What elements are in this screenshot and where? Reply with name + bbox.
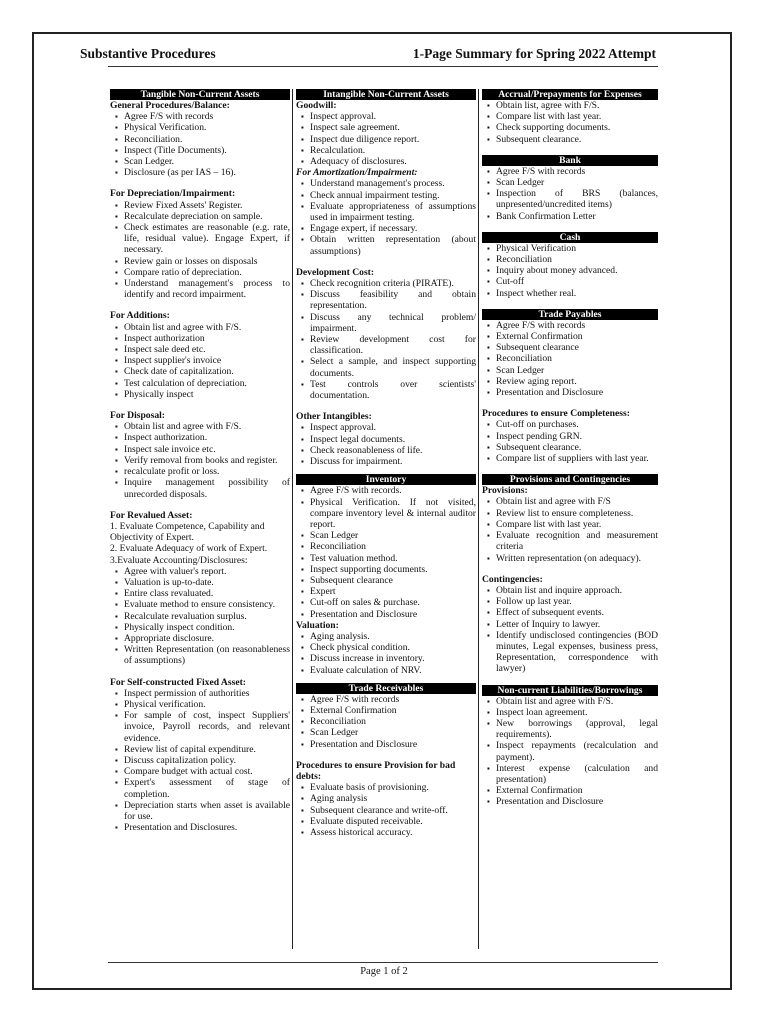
list	[296, 278, 476, 401]
list	[482, 696, 658, 808]
numbered-line: 2. Evaluate Adequacy of work of Expert.	[110, 543, 268, 555]
list-item: ▪ Cut-off	[496, 276, 658, 287]
list-item: ▪ Expert's assessment of stage of completion.	[124, 777, 290, 799]
list	[482, 496, 658, 563]
list-item: ▪ Presentation and Disclosure	[310, 739, 476, 750]
list-item: ▪ Scan Ledger.	[124, 156, 290, 167]
list-item: ▪ Physical Verification. If not visited, compare inventory level & internal auditor report.	[310, 497, 476, 531]
list	[110, 688, 290, 834]
list-item: ▪ Inspect sale agreement.	[310, 122, 476, 133]
list-item: ▪ Obtain list and inquire approach.	[496, 585, 658, 596]
list-item: ▪ Discuss increase in inventory.	[310, 653, 476, 664]
list	[482, 100, 658, 145]
list-item: ▪ Recalculation.	[310, 145, 476, 156]
subheading: Procedures to ensure Provision for bad debts:	[296, 759, 456, 782]
list-item: ▪ Obtain list and agree with F/S	[496, 496, 658, 507]
column-current	[482, 89, 658, 949]
list-item: ▪ Test valuation method.	[310, 553, 476, 564]
list-item: ▪ Evaluate method to ensure consistency.	[124, 599, 290, 610]
list-item: ▪ Review aging report.	[496, 376, 658, 387]
list-item: ▪ Subsequent clearance	[496, 342, 658, 353]
list-item: ▪ Bank Confirmation Letter	[496, 211, 658, 222]
list-item: ▪ Identify undisclosed contingencies (BOD minutes, Legal expenses, business press, Representation, correspondence with lawyer)	[496, 630, 658, 675]
content-columns	[110, 89, 658, 949]
list-item: ▪ Inspect permission of authorities	[124, 688, 290, 699]
list	[296, 178, 476, 256]
list-item: ▪ Physically inspect	[124, 389, 290, 400]
footer-rule	[108, 962, 658, 963]
list-item: ▪ Inquiry about money advanced.	[496, 265, 658, 276]
list-item: ▪ Letter of Inquiry to lawyer.	[496, 619, 658, 630]
list	[296, 782, 476, 838]
list-item: ▪ Presentation and Disclosure	[496, 387, 658, 398]
list-item: ▪ External Confirmation	[496, 785, 658, 796]
header-subtitle: 1-Page Summary for Spring 2022 Attempt	[412, 46, 656, 61]
list-item: ▪ Reconciliation.	[124, 134, 290, 145]
list-item: ▪ Test controls over scientists' documentation.	[310, 379, 476, 401]
list-item: ▪ Discuss feasibility and obtain representation.	[310, 289, 476, 311]
list-item: ▪ Inspect approval.	[310, 422, 476, 433]
list-item: ▪ Subsequent clearance.	[496, 442, 658, 453]
list	[110, 566, 290, 667]
list-item: ▪ Evaluate recognition and measurement criteria	[496, 530, 658, 552]
list	[482, 243, 658, 299]
list	[110, 200, 290, 301]
list-item: ▪ Physical verification.	[124, 699, 290, 710]
subheading: Development Cost:	[296, 266, 375, 278]
list-item: ▪ Discuss any technical problem/ impairment.	[310, 312, 476, 334]
list-item: ▪ Physical Verification	[496, 243, 658, 254]
list-item: ▪ Inquire management possibility of unrecorded disposals.	[124, 477, 290, 499]
subheading: Other Intangibles:	[296, 411, 372, 423]
list-item: ▪ Adequacy of disclosures.	[310, 156, 476, 167]
list-item: ▪ Agree F/S with records.	[310, 485, 476, 496]
list-item: ▪ Scan Ledger	[310, 530, 476, 541]
subheading: General Procedures/Balance:	[110, 100, 230, 111]
section-title: Tangible Non-Current Assets	[110, 89, 290, 100]
list-item: ▪ Subsequent clearance	[310, 575, 476, 586]
list-item: ▪ Inspect authorization.	[124, 432, 290, 443]
list	[482, 166, 658, 222]
numbered-lines	[110, 521, 290, 566]
list-item: ▪ Evaluate appropriateness of assumptions used in impairment testing.	[310, 201, 476, 223]
list	[296, 694, 476, 750]
list-item: ▪ Verify removal from books and register.	[124, 455, 290, 466]
section-title: Provisions and Contingencies	[482, 474, 658, 485]
list-item: ▪ Check supporting documents.	[496, 122, 658, 133]
list-item: ▪ Written Representation (on reasonableness of assumptions)	[124, 644, 290, 666]
page-number: Page 1 of 2	[360, 966, 408, 977]
subheading: Contingencies:	[482, 573, 543, 585]
list	[110, 421, 290, 499]
list-item: ▪ Inspect whether real.	[496, 288, 658, 299]
list-item: ▪ Review list to ensure completeness.	[496, 508, 658, 519]
list-item: ▪ Inspect supporting documents.	[310, 564, 476, 575]
list-item: ▪ Compare ratio of depreciation.	[124, 267, 290, 278]
list	[482, 419, 658, 464]
list-item: ▪ Follow up last year.	[496, 596, 658, 607]
section-title: Non-current Liabilities/Borrowings	[482, 685, 658, 696]
subheading: For Amortization/Impairment:	[296, 167, 418, 179]
list-item: ▪ Engage expert, if necessary.	[310, 223, 476, 234]
list-item: ▪ Evaluate basis of provisioning.	[310, 782, 476, 793]
numbered-line: 3.Evaluate Accounting/Disclosures:	[110, 554, 248, 566]
list-item: ▪ Written representation (on adequacy).	[496, 553, 658, 564]
list	[296, 422, 476, 467]
list	[296, 485, 476, 619]
list-item: ▪ Obtain list and agree with F/S.	[124, 322, 290, 333]
list-item: ▪ Agree F/S with records	[124, 111, 290, 122]
list	[296, 631, 476, 676]
list-item: ▪ Inspect repayments (recalculation and payment).	[496, 740, 658, 762]
list-item: ▪ Check date of capitalization.	[124, 366, 290, 377]
list-item: ▪ Inspect legal documents.	[310, 434, 476, 445]
list	[296, 111, 476, 167]
list-item: ▪ Cut-off on purchases.	[496, 419, 658, 430]
list-item: ▪ Check reasonableness of life.	[310, 445, 476, 456]
list-item: ▪ Understand management's process.	[310, 178, 476, 189]
list-item: ▪ External Confirmation	[496, 331, 658, 342]
subheading: For Disposal:	[110, 410, 165, 422]
list-item: ▪ Review gain or losses on disposals	[124, 256, 290, 267]
section-title: Accrual/Prepayments for Expenses	[482, 89, 658, 100]
subheading: Goodwill:	[296, 100, 337, 111]
subheading: Procedures to ensure Completeness:	[482, 408, 630, 420]
list-item: ▪ Agree F/S with records	[496, 166, 658, 177]
list-item: ▪ Review list of capital expenditure.	[124, 744, 290, 755]
list-item: ▪ Cut-off on sales & purchase.	[310, 597, 476, 608]
list-item: ▪ Physically inspect condition.	[124, 622, 290, 633]
section-title: Cash	[482, 232, 658, 243]
list-item: ▪ Agree F/S with records	[310, 694, 476, 705]
list-item: ▪ Effect of subsequent events.	[496, 607, 658, 618]
list-item: ▪ Inspect (Title Documents).	[124, 145, 290, 156]
list-item: ▪ Obtain list and agree with F/S.	[496, 696, 658, 707]
list-item: ▪ Compare list with last year.	[496, 111, 658, 122]
list-item: ▪ Interest expense (calculation and presentation)	[496, 763, 658, 785]
numbered-line: 1. Evaluate Competence, Capability and Objectivity of Expert.	[110, 520, 265, 544]
list-item: ▪ Reconciliation	[310, 541, 476, 552]
header-rule	[108, 66, 658, 67]
section-title: Inventory	[296, 474, 476, 485]
list-item: ▪ For sample of cost, inspect Suppliers' invoice, Payroll records, and relevant evidence.	[124, 710, 290, 744]
list-item: ▪ Appropriate disclosure.	[124, 633, 290, 644]
list-item: ▪ Expert	[310, 586, 476, 597]
list-item: ▪ Inspect loan agreement.	[496, 707, 658, 718]
subheading: For Revalued Asset:	[110, 509, 193, 521]
section-title: Trade Payables	[482, 309, 658, 320]
subheading: For Depreciation/Impairment:	[110, 188, 236, 200]
list	[110, 322, 290, 400]
list-item: ▪ Scan Ledger	[310, 727, 476, 738]
list-item: ▪ Obtain list and agree with F/S.	[124, 421, 290, 432]
list-item: ▪ External Confirmation	[310, 705, 476, 716]
subheading: Valuation:	[296, 619, 339, 631]
list-item: ▪ Evaluate disputed receivable.	[310, 816, 476, 827]
list	[110, 111, 290, 178]
column-tangible	[110, 89, 290, 949]
list-item: ▪ Inspect supplier's invoice	[124, 355, 290, 366]
list-item: ▪ Aging analysis	[310, 793, 476, 804]
list-item: ▪ Valuation is up-to-date.	[124, 577, 290, 588]
list-item: ▪ Aging analysis.	[310, 631, 476, 642]
list-item: ▪ Inspect pending GRN.	[496, 431, 658, 442]
list-item: ▪ Subsequent clearance.	[496, 134, 658, 145]
subheading: Provisions:	[482, 485, 528, 497]
list-item: ▪ Entire class revaluated.	[124, 588, 290, 599]
header-title: Substantive Procedures	[80, 46, 216, 61]
list	[482, 585, 658, 675]
section-title: Trade Receivables	[296, 683, 476, 694]
list-item: ▪ Check estimates are reasonable (e.g. rate, life, residual value). Engage Expert, if necessary.	[124, 222, 290, 256]
section-title: Bank	[482, 155, 658, 166]
list-item: ▪ Presentation and Disclosure	[496, 796, 658, 807]
list-item: ▪ Disclosure (as per IAS – 16).	[124, 167, 290, 178]
section-title: Intangible Non-Current Assets	[296, 89, 476, 100]
list-item: ▪ Discuss capitalization policy.	[124, 755, 290, 766]
list-item: ▪ Depreciation starts when asset is available for use.	[124, 800, 290, 822]
list-item: ▪ Presentation and Disclosures.	[124, 822, 290, 833]
list-item: ▪ Reconciliation	[496, 254, 658, 265]
column-intangible	[296, 89, 476, 949]
list-item: ▪ Scan Ledger	[496, 177, 658, 188]
list-item: ▪ Presentation and Disclosure	[310, 609, 476, 620]
list-item: ▪ Agree with valuer's report.	[124, 566, 290, 577]
list-item: ▪ Agree F/S with records	[496, 320, 658, 331]
list-item: ▪ Subsequent clearance and write-off.	[310, 805, 476, 816]
list-item: ▪ Review development cost for classification.	[310, 334, 476, 356]
list-item: ▪ Compare budget with actual cost.	[124, 766, 290, 777]
list-item: ▪ Inspect due diligence report.	[310, 134, 476, 145]
subheading: For Self-constructed Fixed Asset:	[110, 676, 246, 688]
list-item: ▪ Check physical condition.	[310, 642, 476, 653]
list-item: ▪ Reconciliation	[496, 353, 658, 364]
list-item: ▪ Test calculation of depreciation.	[124, 378, 290, 389]
list-item: ▪ New borrowings (approval, legal requirements).	[496, 718, 658, 740]
list-item: ▪ Compare list with last year.	[496, 519, 658, 530]
list-item: ▪ Evaluate calculation of NRV.	[310, 665, 476, 676]
page-header	[80, 46, 656, 66]
list-item: ▪ Inspect sale invoice etc.	[124, 444, 290, 455]
list-item: ▪ Recalculate revaluation surplus.	[124, 611, 290, 622]
list-item: ▪ Check annual impairment testing.	[310, 190, 476, 201]
list-item: ▪ Compare list of suppliers with last year.	[496, 453, 658, 464]
list-item: ▪ Recalculate depreciation on sample.	[124, 211, 290, 222]
list-item: ▪ recalculate profit or loss.	[124, 466, 290, 477]
list-item: ▪ Physical Verification.	[124, 122, 290, 133]
list-item: ▪ Discuss for impairment.	[310, 456, 476, 467]
list-item: ▪ Reconciliation	[310, 716, 476, 727]
list-item: ▪ Scan Ledger	[496, 365, 658, 376]
list-item: ▪ Select a sample, and inspect supporting documents.	[310, 356, 476, 378]
list-item: ▪ Assess historical accuracy.	[310, 827, 476, 838]
list-item: ▪ Understand management's process to identify and record impairment.	[124, 278, 290, 300]
list-item: ▪ Inspection of BRS (balances, unpresented/uncredited items)	[496, 188, 658, 210]
list-item: ▪ Obtain list, agree with F/S.	[496, 100, 658, 111]
list-item: ▪ Obtain written representation (about assumptions)	[310, 234, 476, 256]
list	[482, 320, 658, 398]
list-item: ▪ Inspect sale deed etc.	[124, 344, 290, 355]
list-item: ▪ Inspect approval.	[310, 111, 476, 122]
list-item: ▪ Review Fixed Assets' Register.	[124, 200, 290, 211]
list-item: ▪ Check recognition criteria (PIRATE).	[310, 278, 476, 289]
subheading: For Additions:	[110, 310, 170, 322]
list-item: ▪ Inspect authorization	[124, 333, 290, 344]
